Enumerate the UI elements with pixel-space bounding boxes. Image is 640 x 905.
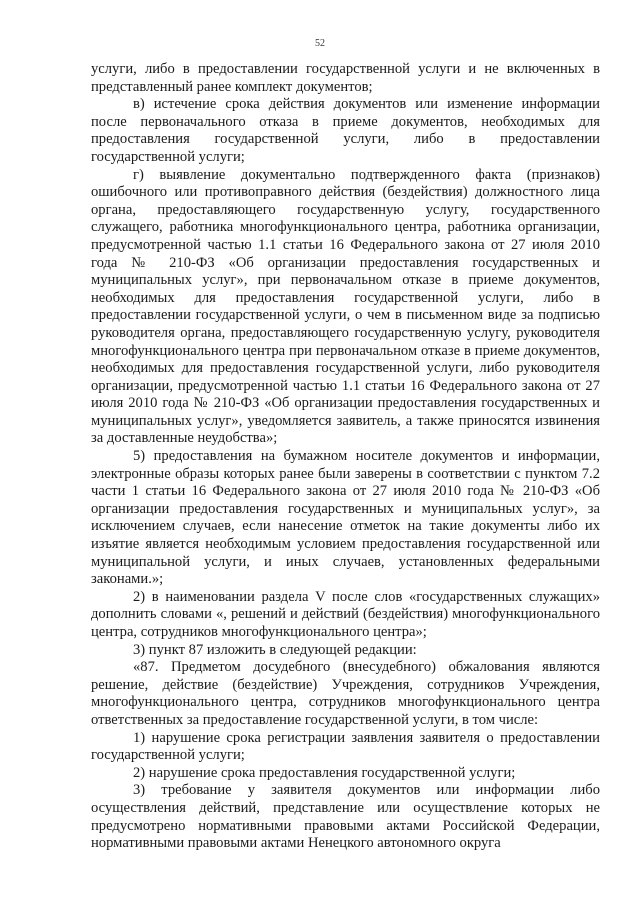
paragraph-subitem-1: 1) нарушение срока регистрации заявления заявителя о предоставлении государственной услуги; bbox=[91, 729, 600, 764]
paragraph-item-g: г) выявление документально подтвержденного факта (признаков) ошибочного или противоправного действия (бездействия) должностного лица органа, предоставляющего государственную услугу, государственного служащего, работника многофункционального центра, работника организации, предусмотренной частью 1.1 статьи 16 Федерального закона от 27 июля 2010 года № 210-ФЗ «Об организации предоставления государственных и муниципальных услуг», при первоначальном отказе в приеме документов, необходимых для предоставления государственной услуги, либо в предоставлении государственной услуги, о чем в письменном виде за подписью руководителя органа, предоставляющего государственную услугу, руководителя многофункционального центра при первоначальном отказе в приеме документов, необходимых для предоставления государственной услуги, либо руководителя организации, предусмотренной частью 1.1 статьи 16 Федерального закона от 27 июля 2010 года № 210-ФЗ «Об организации предоставления государственных и муниципальных услуг», уведомляется заявитель, а также приносятся извинения за доставленные неудобства»; bbox=[91, 166, 600, 447]
paragraph-item-v: в) истечение срока действия документов или изменение информации после первоначального отказа в приеме документов, необходимых для предоставления государственной услуги, либо в предоставлении государственной услуги; bbox=[91, 96, 600, 165]
page-number: 52 bbox=[315, 38, 325, 49]
paragraph-amendment-3: 3) пункт 87 изложить в следующей редакции: bbox=[133, 641, 417, 658]
paragraph-subitem-3: 3) требование у заявителя документов или информации либо осуществления действий, представление или осуществление которых не предусмотрено нормативными правовыми актами Российской Федерации, нормативными правовыми актами Ненецкого автономного округа bbox=[91, 782, 600, 852]
document-body bbox=[91, 61, 600, 853]
paragraph-item-5: 5) предоставления на бумажном носителе документов и информации, электронные образы которых ранее были заверены в соответствии с пунктом 7.2 части 1 статьи 16 Федерального закона от 27 июля 2010 года № 210-ФЗ «Об организации предоставления государственных и муниципальных услуг», за исключением случаев, если нанесение отметок на такие документы либо их изъятие является необходимым условием предоставления государственной или муниципальной услуги, и иных случаев, установленных федеральными законами.»; bbox=[91, 448, 600, 588]
paragraph-continuation: услуги, либо в предоставлении государственной услуги и не включенных в представленный ранее комплект документов; bbox=[91, 61, 600, 95]
paragraph-amendment-2: 2) в наименовании раздела V после слов «государственных служащих» дополнить словами «, решений и действий (бездействия) многофункционального центра, сотрудников многофункционального центра»; bbox=[91, 588, 600, 640]
paragraph-subitem-2: 2) нарушение срока предоставления государственной услуги; bbox=[133, 764, 516, 781]
paragraph-clause-87: «87. Предметом досудебного (внесудебного) обжалования являются решение, действие (бездействие) Учреждения, сотрудников Учреждения, многофункционального центра, сотрудников многофункционального центра ответственных за предоставление государственной услуги, в том числе: bbox=[91, 659, 600, 728]
